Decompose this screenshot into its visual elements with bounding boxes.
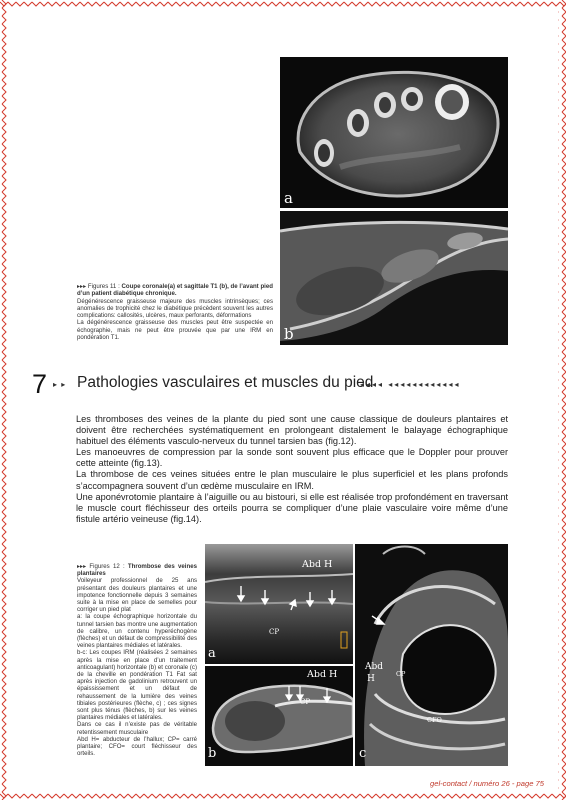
figure11-image-a (280, 57, 508, 208)
figure12b-label-abdh: Abd H (307, 669, 338, 680)
figure12-caption-prefix: ▸▸▸ Figures 12 : (77, 563, 128, 570)
figure11-caption-prefix: ▸▸▸ Figures 11 : (77, 283, 122, 290)
figure12-image-c (355, 544, 508, 766)
figure12c-label-abd: Abd (365, 662, 384, 672)
figure12-caption-body3: b-c: Les coupes IRM (réalisées 2 semaines après la mise en place d’un traitement anticoagulant) horizontale (b) et coronale (c) de la cheville en pondération T1 Fat sat après injection de gadolinium retrouvent un épaississement et un défaut de rehaussement de la lumière des veines tibiales postérieures (flèche, c) ; ces signes sont plus ténus (flèches, b) sur les veines plantaires médiales et latérales. (77, 649, 197, 722)
body-text (76, 414, 508, 525)
figure12a-label-abdh: Abd H (302, 559, 333, 570)
figure12-panel-a-letter: a (208, 646, 216, 661)
figure12-caption-body5: Abd H= abducteur de l’hallux; CP= carré plantaire; CFO= court fléchisseur des orteils. (77, 735, 197, 758)
figure12-image-b (205, 666, 353, 766)
section-title: Pathologies vasculaires et muscles du pied (77, 374, 374, 391)
figure11-panel-a-letter: a (284, 189, 293, 207)
figure12-panel-b-letter: b (208, 746, 217, 761)
section-arrows: ▸ ▸ (53, 380, 67, 389)
section-number: 7 (32, 369, 48, 399)
figure12c-label-h: H (367, 674, 375, 684)
figure11-caption (77, 283, 273, 341)
figure11-caption-body2: La dégénérescence graisseuse des muscles peut être suspectée en échographie, mais ne peut être prouvée que par une IRM en pondération T1. (77, 319, 273, 342)
figure12c-label-cfo: CFO (427, 716, 442, 724)
figure12-caption-body: Voileyeur professionnel de 25 ans présentant des douleurs plantaires et une impotence fonctionnelle depuis 3 semaines suite à la mise en place de semelles pour corriger un pied plat (77, 577, 197, 614)
body-paragraph-4: Une aponévrotomie plantaire à l’aiguille ou au bistouri, si elle est réalisée trop profondément en traversant le muscle court fléchisseur des orteils pourra se compliquer d’une plaie vasculaire voire même d’une fistule artério veineuse (fig.14). (76, 491, 508, 524)
section-decoration: ◂◂◂◂ ◂◂◂◂◂◂◂◂◂◂◂◂ (360, 380, 461, 389)
figure11-panel-b-letter: b (284, 325, 294, 343)
figure12-caption-title: Thrombose des veines plantaires (77, 563, 197, 578)
figure11-caption-body: Dégénérescence graisseuse majeure des muscles intrinsèques; ces anomalies de trophicité chez le diabétique précèdent souvent les autres complications: callosités, ulcères, maux perforants, déformations (77, 297, 273, 320)
figure12-panel-c-letter: c (359, 746, 367, 761)
figure12b-label-cp: CP (300, 698, 311, 706)
figure11-image-b (280, 211, 508, 345)
body-paragraph-2: Les manoeuvres de compression par la sonde sont souvent plus efficace que le Doppler pour prouver cette atteinte (fig.13). (76, 447, 508, 469)
body-paragraph-1: Les thromboses des veines de la plante du pied sont une cause classique de douleurs plantaires et doivent être recherchées systématiquement en prolongeant distalement le balayage échographique habituel des éléments vasculo-nerveux du tunnel tarsien bas (fig.12). (76, 414, 508, 447)
figure12-caption-body4: Dans ce cas il n’existe pas de véritable retentissement musculaire (77, 721, 197, 736)
figure12a-label-cp: CP (269, 628, 280, 636)
figure12c-label-cp: CP (396, 670, 406, 678)
figure12-caption-body2: a: la coupe échographique horizontale du tunnel tarsien bas montre une augmentation de calibre, un contenu hyperéchogène (flèches) et un défaut de compressibilité des veines plantaires médiales et latérales. (77, 613, 197, 650)
figure12-caption (77, 563, 197, 757)
figure11-caption-title: Coupe coronale(a) et sagittale T1 (b), de l’avant pied d’un patient diabétique chronique. (77, 283, 273, 298)
figure12-image-a (205, 544, 353, 664)
body-paragraph-3: La thrombose de ces veines situées entre le plan musculaire le plus superficiel et les plans profonds s’accompagnera souvent d’un œdème musculaire en IRM. (76, 469, 508, 491)
page-footer: gel-contact / numéro 26 - page 75 (430, 779, 544, 788)
